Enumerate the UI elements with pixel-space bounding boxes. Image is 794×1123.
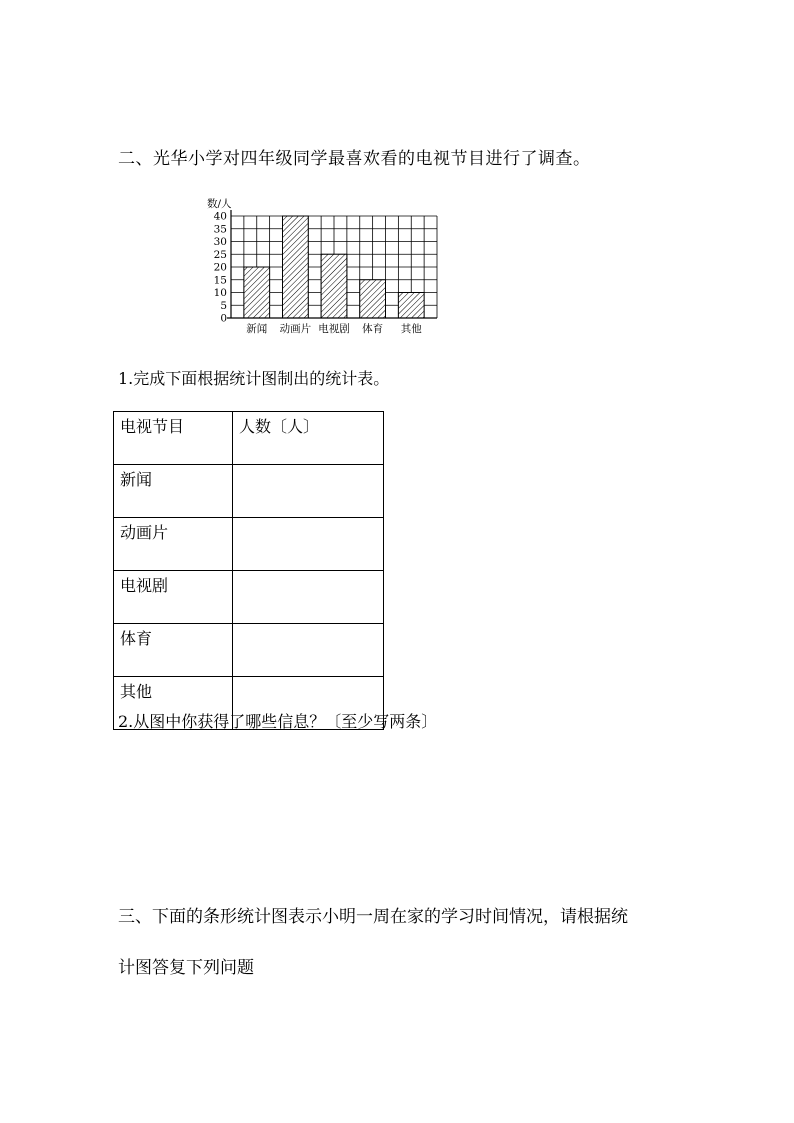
bar-3 (360, 280, 386, 318)
y-tick-label: 0 (220, 312, 227, 325)
table-row (114, 518, 384, 571)
statistics-table (113, 411, 384, 730)
x-tick-label: 新闻 (246, 323, 268, 335)
question-2-heading: 二、光华小学对四年级同学最喜欢看的电视节目进行了调查。 (118, 149, 591, 169)
question-3-heading-line-2: 计图答复下列问题 (118, 958, 254, 978)
table-cell-count-blank[interactable] (233, 465, 384, 518)
y-tick-label: 25 (213, 248, 227, 261)
bar-0 (244, 267, 270, 318)
question-3-heading-line-1: 三、下面的条形统计图表示小明一周在家的学习时间情况，请根据统 (118, 907, 628, 927)
x-tick-label: 体育 (362, 323, 384, 335)
table-cell-count-blank[interactable] (233, 518, 384, 571)
x-tick-label: 电视剧 (318, 323, 350, 335)
y-axis-label: 数/人 (207, 198, 232, 210)
table-cell-count-blank[interactable] (233, 624, 384, 677)
table-cell-program: 体育 (114, 624, 233, 677)
y-tick-label: 35 (213, 223, 227, 236)
table-header-row (114, 412, 384, 465)
table-cell-program: 其他 (114, 677, 233, 730)
x-tick-label: 动画片 (279, 323, 312, 335)
y-tick-label: 40 (213, 210, 227, 223)
table-row (114, 624, 384, 677)
bar-chart-svg (205, 196, 445, 336)
question-2-part-1: 1.完成下面根据统计图制出的统计表。 (118, 369, 390, 388)
table-cell-program: 动画片 (114, 518, 233, 571)
table-cell-program: 新闻 (114, 465, 233, 518)
bar-1 (283, 216, 309, 318)
y-tick-label: 20 (213, 261, 227, 274)
bar-4 (398, 293, 424, 319)
y-tick-label: 5 (220, 299, 227, 312)
table-row (114, 465, 384, 518)
table-header-program: 电视节目 (114, 412, 233, 465)
bar-2 (321, 254, 347, 318)
y-tick-label: 15 (213, 274, 227, 287)
table-cell-count-blank[interactable] (233, 571, 384, 624)
table-row (114, 571, 384, 624)
tv-program-bar-chart (205, 196, 445, 336)
table-cell-program: 电视剧 (114, 571, 233, 624)
x-tick-label: 其他 (400, 323, 422, 335)
y-tick-label: 30 (213, 236, 227, 248)
question-2-part-2: 2.从图中你获得了哪些信息？〔至少写两条〕 (118, 712, 438, 731)
table-header-count: 人数〔人〕 (233, 412, 384, 465)
y-tick-label: 10 (213, 287, 227, 299)
